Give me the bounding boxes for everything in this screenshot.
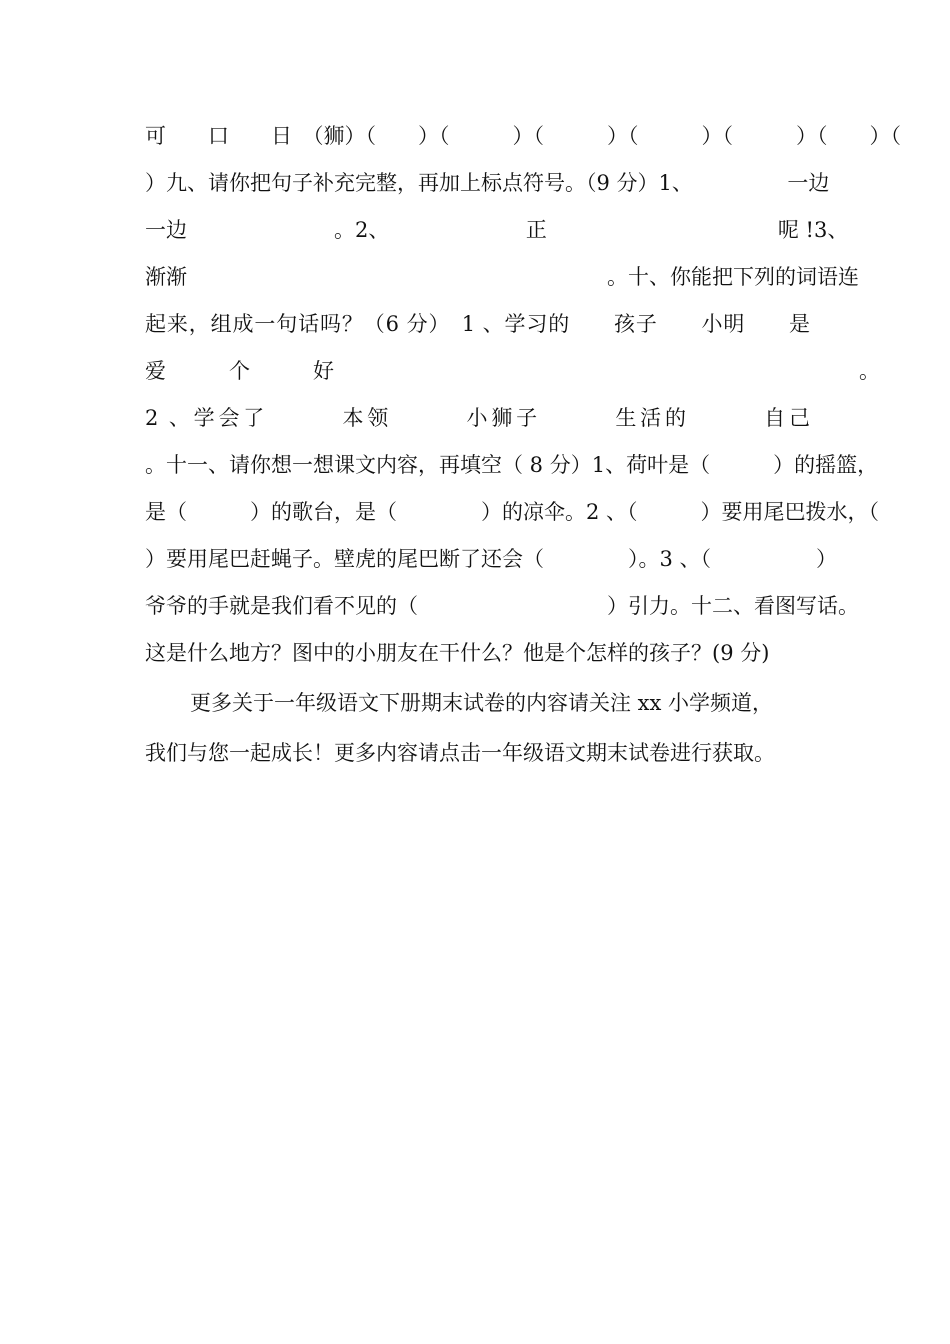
footer-note-line-2: 我们与您一起成长！更多内容请点击一年级语文期末试卷进行获取。 [145, 741, 775, 765]
exam-line-7: 2 、学会了 本领 小狮子 生活的 自己 [145, 406, 810, 430]
exam-line-12: 这是什么地方？图中的小朋友在干什么？他是个怎样的孩子？(9 分) [145, 641, 770, 665]
exam-line-8: 。十一、请你想一想课文内容，再填空（ 8 分）1、荷叶是（ ）的摇篮， [145, 453, 879, 477]
exam-line-9: 是（ ）的歌台，是（ ）的凉伞。2 、（ ）要用尾巴拨水，（ [145, 500, 880, 524]
exam-line-3: 一边 。2、 正 呢 !3、 [145, 218, 849, 242]
footer-note-line-1: 更多关于一年级语文下册期末试卷的内容请关注 xx 小学频道， [190, 691, 774, 715]
exam-line-11: 爷爷的手就是我们看不见的（ ）引力。十二、看图写话。 [145, 594, 859, 618]
exam-line-2: ）九、请你把句子补充完整，再加上标点符号。（9 分）1、 一边 [145, 171, 830, 195]
exam-line-5: 起来，组成一句话吗？（6 分） 1 、学习的 孩子 小明 是 [145, 312, 810, 336]
exam-line-10: ）要用尾巴赶蝇子。壁虎的尾巴断了还会（ ）。3 、（ ） [145, 547, 838, 571]
exam-line-6: 爱 个 好 。 [145, 359, 880, 383]
exam-line-1: 可 口 日 （狮）（ ）（ ）（ ）（ ）（ ）（ ）（ [145, 124, 901, 148]
exam-line-4: 渐渐 。十、你能把下列的词语连 [145, 265, 859, 289]
